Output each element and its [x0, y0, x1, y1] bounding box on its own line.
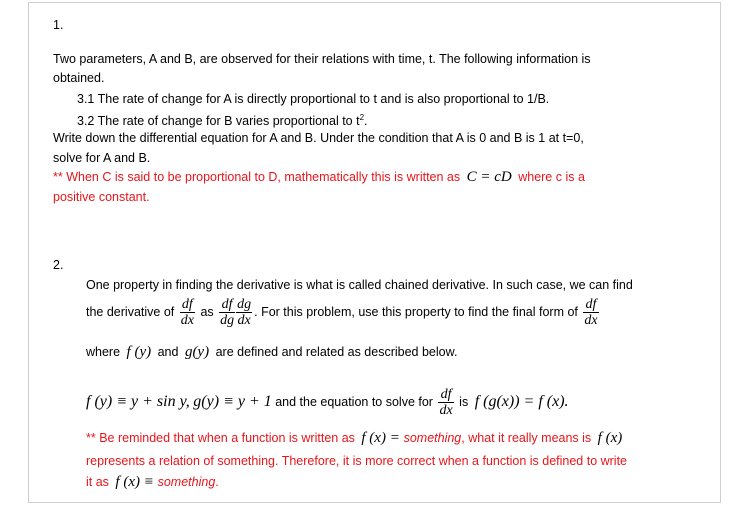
- fraction-dg-dx: $\frac{dg}{dx}$: [237, 297, 252, 329]
- q2-note-line3: [86, 473, 219, 491]
- q2-note-line1: [86, 429, 622, 447]
- q1-note-line1: [53, 169, 585, 185]
- eq-f-definition: f (y) ≡ y + sin y,: [86, 393, 190, 410]
- q2-line2-a: the derivative of: [86, 305, 175, 319]
- q1-item2: [77, 110, 368, 129]
- q2-note-line3-a: it as: [86, 475, 109, 489]
- eq-g-definition: g(y) ≡ y + 1: [193, 393, 272, 410]
- q1-item2-period: .: [364, 114, 368, 129]
- fraction-df-dg: $\frac{df}{dg}$: [220, 297, 235, 329]
- q2-note-line2: represents a relation of something. Therefore, it is more correct when a function is defined to write: [86, 454, 628, 468]
- q2-note-line3-end: .: [215, 475, 219, 489]
- q1-note-formula: C = cD: [466, 169, 512, 185]
- q2-note-fx-def: f (x) ≡: [115, 474, 158, 490]
- q2-line2-as: as: [200, 305, 214, 319]
- q2-line2-b: . For this problem, use this property to find the final form of: [254, 305, 578, 319]
- q2-equation-line: [86, 386, 569, 418]
- q2-line3: [86, 343, 457, 361]
- q2-gy: g(y): [184, 344, 210, 360]
- q2-note-prefix: ** Be reminded that when a function is written as: [86, 431, 355, 445]
- q2-and: and: [157, 345, 179, 359]
- q1-intro-line2: obtained.: [53, 71, 105, 85]
- q2-where: where: [86, 345, 121, 359]
- page-frame: [28, 2, 721, 503]
- q1-note-prefix: ** When C is said to be proportional to D, mathematically this is written as: [53, 170, 461, 184]
- fraction-df-dx: $\frac{df}{dx}$: [180, 297, 194, 329]
- q2-line3-rest: are defined and related as described below.: [215, 345, 458, 359]
- q1-item2-text: 3.2 The rate of change for B varies proportional to t: [77, 114, 360, 129]
- q2-fy: f (y): [126, 344, 152, 360]
- q1-intro-line1: Two parameters, A and B, are observed for their relations with time, t. The following information is: [53, 52, 591, 66]
- q1-item1: 3.1 The rate of change for A is directly proportional to t and is also proportional to 1/B.: [77, 92, 550, 106]
- q1-note-suffix: where c is a: [518, 170, 585, 184]
- q1-note-line2: positive constant.: [53, 190, 150, 204]
- q1-task-line2: solve for A and B.: [53, 151, 151, 165]
- q2-note-mid: , what it really means is: [461, 431, 592, 445]
- fraction-df-dx-solve: $\frac{df}{dx}$: [439, 387, 453, 419]
- eq-mid-text: and the equation to solve for: [275, 395, 433, 409]
- q2-note-something: something: [403, 431, 462, 445]
- eq-is: is: [459, 395, 469, 409]
- eq-final: f (g(x)) = f (x).: [474, 393, 569, 410]
- q2-line2: [86, 296, 601, 328]
- q2-note-fx: f (x): [597, 430, 623, 446]
- fraction-df-dx-final: $\frac{df}{dx}$: [584, 297, 598, 329]
- q1-number: 1.: [53, 18, 64, 32]
- q1-item2-exponent: 2: [359, 113, 365, 122]
- q2-note-line3-something: something: [157, 475, 216, 489]
- q1-task-line1: Write down the differential equation for A and B. Under the condition that A is 0 and B is 1 at t=0,: [53, 131, 584, 145]
- q2-line1: One property in finding the derivative is what is called chained derivative. In such case, we can find: [86, 278, 633, 292]
- q2-number: 2.: [53, 258, 64, 272]
- q2-note-fx-eq: f (x) =: [361, 430, 404, 446]
